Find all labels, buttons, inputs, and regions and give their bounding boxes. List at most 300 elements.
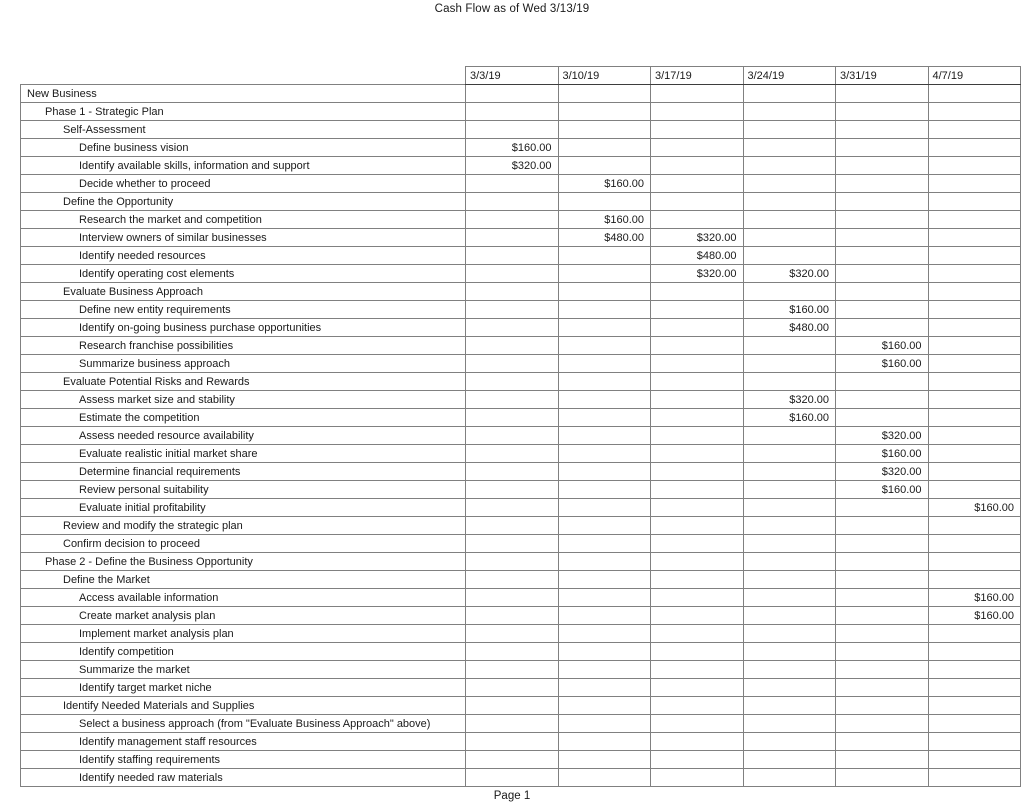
cost-cell[interactable] (836, 733, 929, 751)
table-row[interactable] (21, 769, 1021, 787)
cost-cell[interactable] (651, 103, 744, 121)
cost-cell[interactable] (651, 751, 744, 769)
cost-cell[interactable] (466, 589, 559, 607)
cost-cell[interactable]: $320.00 (651, 265, 744, 283)
task-label-cell[interactable]: Evaluate Business Approach (21, 283, 466, 301)
cost-cell[interactable]: $320.00 (743, 265, 836, 283)
cost-cell[interactable] (558, 409, 651, 427)
cost-cell[interactable] (466, 247, 559, 265)
cost-cell[interactable] (928, 715, 1021, 733)
cost-cell[interactable] (836, 247, 929, 265)
cost-cell[interactable] (836, 769, 929, 787)
cost-cell[interactable] (466, 499, 559, 517)
cost-cell[interactable] (651, 427, 744, 445)
cost-cell[interactable] (836, 535, 929, 553)
cost-cell[interactable] (928, 247, 1021, 265)
task-label-cell[interactable]: Identify operating cost elements (21, 265, 466, 283)
cost-cell[interactable] (466, 445, 559, 463)
task-label-cell[interactable]: Self-Assessment (21, 121, 466, 139)
cost-cell[interactable] (743, 499, 836, 517)
task-label-cell[interactable]: Identify available skills, information and support (21, 157, 466, 175)
cost-cell[interactable] (836, 229, 929, 247)
table-row[interactable] (21, 463, 1021, 481)
task-label-cell[interactable]: Phase 1 - Strategic Plan (21, 103, 466, 121)
cost-cell[interactable] (743, 607, 836, 625)
table-row[interactable] (21, 409, 1021, 427)
cost-cell[interactable] (651, 589, 744, 607)
task-label-cell[interactable]: Select a business approach (from "Evaluate Business Approach" above) (21, 715, 466, 733)
cost-cell[interactable] (466, 427, 559, 445)
cost-cell[interactable] (466, 679, 559, 697)
cost-cell[interactable] (928, 211, 1021, 229)
task-label-cell[interactable]: Review and modify the strategic plan (21, 517, 466, 535)
cost-cell[interactable] (466, 751, 559, 769)
cost-cell[interactable]: $160.00 (836, 355, 929, 373)
table-row[interactable] (21, 355, 1021, 373)
cost-cell[interactable] (928, 193, 1021, 211)
cost-cell[interactable] (466, 373, 559, 391)
table-row[interactable] (21, 139, 1021, 157)
cost-cell[interactable] (928, 139, 1021, 157)
cost-cell[interactable] (558, 661, 651, 679)
task-label-cell[interactable]: Estimate the competition (21, 409, 466, 427)
table-row[interactable] (21, 85, 1021, 103)
cost-cell[interactable]: $160.00 (836, 445, 929, 463)
table-row[interactable] (21, 679, 1021, 697)
cost-cell[interactable] (466, 643, 559, 661)
cost-cell[interactable] (928, 679, 1021, 697)
cost-cell[interactable] (651, 517, 744, 535)
table-row[interactable] (21, 751, 1021, 769)
cost-cell[interactable] (928, 769, 1021, 787)
cost-cell[interactable] (743, 751, 836, 769)
cost-cell[interactable] (466, 103, 559, 121)
cost-cell[interactable] (928, 409, 1021, 427)
table-row[interactable] (21, 571, 1021, 589)
cost-cell[interactable] (466, 481, 559, 499)
task-label-cell[interactable]: Define business vision (21, 139, 466, 157)
cost-cell[interactable] (743, 571, 836, 589)
cost-cell[interactable] (558, 373, 651, 391)
table-row[interactable] (21, 661, 1021, 679)
cost-cell[interactable] (651, 193, 744, 211)
cost-cell[interactable] (836, 607, 929, 625)
cost-cell[interactable] (743, 733, 836, 751)
cost-cell[interactable] (558, 499, 651, 517)
cost-cell[interactable] (651, 319, 744, 337)
cost-cell[interactable] (836, 301, 929, 319)
cost-cell[interactable] (558, 391, 651, 409)
cost-cell[interactable] (836, 643, 929, 661)
cost-cell[interactable] (558, 751, 651, 769)
task-label-cell[interactable]: Review personal suitability (21, 481, 466, 499)
cost-cell[interactable] (466, 337, 559, 355)
cost-cell[interactable] (558, 697, 651, 715)
cost-cell[interactable] (836, 517, 929, 535)
task-label-cell[interactable]: Evaluate realistic initial market share (21, 445, 466, 463)
cost-cell[interactable]: $480.00 (743, 319, 836, 337)
cost-cell[interactable] (651, 481, 744, 499)
cost-cell[interactable] (928, 427, 1021, 445)
cost-cell[interactable] (928, 283, 1021, 301)
cost-cell[interactable] (558, 769, 651, 787)
cost-cell[interactable] (651, 607, 744, 625)
cost-cell[interactable] (558, 265, 651, 283)
cost-cell[interactable] (836, 319, 929, 337)
cost-cell[interactable] (466, 121, 559, 139)
cost-cell[interactable] (558, 85, 651, 103)
cost-cell[interactable] (558, 643, 651, 661)
table-row[interactable] (21, 211, 1021, 229)
cost-cell[interactable] (558, 319, 651, 337)
table-row[interactable] (21, 499, 1021, 517)
cost-cell[interactable] (743, 535, 836, 553)
cost-cell[interactable] (651, 301, 744, 319)
cost-cell[interactable] (928, 85, 1021, 103)
table-row[interactable] (21, 265, 1021, 283)
cost-cell[interactable] (558, 193, 651, 211)
task-label-cell[interactable]: New Business (21, 85, 466, 103)
cost-cell[interactable] (743, 481, 836, 499)
cost-cell[interactable] (651, 85, 744, 103)
cost-cell[interactable] (836, 553, 929, 571)
task-label-cell[interactable]: Identify target market niche (21, 679, 466, 697)
task-label-cell[interactable]: Assess needed resource availability (21, 427, 466, 445)
cost-cell[interactable] (928, 625, 1021, 643)
cost-cell[interactable] (743, 373, 836, 391)
cost-cell[interactable] (743, 589, 836, 607)
task-label-cell[interactable]: Research the market and competition (21, 211, 466, 229)
cost-cell[interactable] (651, 409, 744, 427)
cost-cell[interactable]: $160.00 (743, 409, 836, 427)
cost-cell[interactable] (651, 463, 744, 481)
cost-cell[interactable] (928, 391, 1021, 409)
cost-cell[interactable] (743, 697, 836, 715)
cost-cell[interactable] (928, 373, 1021, 391)
cost-cell[interactable] (743, 355, 836, 373)
cost-cell[interactable] (743, 247, 836, 265)
table-row[interactable] (21, 121, 1021, 139)
cost-cell[interactable]: $320.00 (836, 463, 929, 481)
cost-cell[interactable] (651, 625, 744, 643)
cost-cell[interactable] (466, 517, 559, 535)
cost-cell[interactable] (558, 535, 651, 553)
cost-cell[interactable] (651, 211, 744, 229)
cost-cell[interactable] (466, 409, 559, 427)
cost-cell[interactable] (928, 445, 1021, 463)
cost-cell[interactable] (558, 571, 651, 589)
cost-cell[interactable] (743, 229, 836, 247)
cost-cell[interactable] (928, 733, 1021, 751)
cost-cell[interactable] (836, 409, 929, 427)
cost-cell[interactable] (836, 373, 929, 391)
cost-cell[interactable]: $160.00 (928, 499, 1021, 517)
task-label-cell[interactable]: Define the Market (21, 571, 466, 589)
cost-cell[interactable]: $160.00 (928, 607, 1021, 625)
cost-cell[interactable] (651, 571, 744, 589)
cost-cell[interactable] (466, 715, 559, 733)
task-label-cell[interactable]: Implement market analysis plan (21, 625, 466, 643)
cost-cell[interactable] (466, 355, 559, 373)
cost-cell[interactable] (836, 751, 929, 769)
cost-cell[interactable] (836, 679, 929, 697)
task-label-cell[interactable]: Identify Needed Materials and Supplies (21, 697, 466, 715)
cost-cell[interactable] (836, 85, 929, 103)
cost-cell[interactable] (558, 445, 651, 463)
cost-cell[interactable] (651, 139, 744, 157)
cost-cell[interactable]: $320.00 (466, 157, 559, 175)
cost-cell[interactable] (466, 607, 559, 625)
cost-cell[interactable] (466, 697, 559, 715)
cost-cell[interactable] (466, 553, 559, 571)
cost-cell[interactable] (651, 499, 744, 517)
cost-cell[interactable] (558, 301, 651, 319)
cost-cell[interactable] (743, 193, 836, 211)
cost-cell[interactable] (836, 175, 929, 193)
cost-cell[interactable] (928, 337, 1021, 355)
cost-cell[interactable] (743, 679, 836, 697)
task-label-cell[interactable]: Summarize the market (21, 661, 466, 679)
cost-cell[interactable] (928, 751, 1021, 769)
task-label-cell[interactable]: Identify staffing requirements (21, 751, 466, 769)
cost-cell[interactable] (651, 337, 744, 355)
task-label-cell[interactable]: Identify needed resources (21, 247, 466, 265)
cost-cell[interactable] (743, 517, 836, 535)
cost-cell[interactable] (836, 625, 929, 643)
cost-cell[interactable] (743, 103, 836, 121)
cost-cell[interactable] (928, 463, 1021, 481)
table-row[interactable] (21, 589, 1021, 607)
cost-cell[interactable] (466, 301, 559, 319)
cost-cell[interactable] (928, 697, 1021, 715)
cost-cell[interactable] (743, 445, 836, 463)
cost-cell[interactable] (558, 463, 651, 481)
cost-cell[interactable] (651, 679, 744, 697)
table-row[interactable] (21, 373, 1021, 391)
cost-cell[interactable]: $160.00 (558, 211, 651, 229)
table-row[interactable] (21, 643, 1021, 661)
cost-cell[interactable] (466, 769, 559, 787)
cost-cell[interactable]: $320.00 (651, 229, 744, 247)
table-row[interactable] (21, 229, 1021, 247)
table-row[interactable] (21, 553, 1021, 571)
table-row[interactable] (21, 247, 1021, 265)
cost-cell[interactable] (651, 553, 744, 571)
cost-cell[interactable] (836, 121, 929, 139)
cost-cell[interactable] (466, 211, 559, 229)
table-row[interactable] (21, 283, 1021, 301)
cost-cell[interactable] (558, 337, 651, 355)
table-row[interactable] (21, 427, 1021, 445)
cost-cell[interactable]: $160.00 (743, 301, 836, 319)
cost-cell[interactable] (651, 661, 744, 679)
cost-cell[interactable] (836, 589, 929, 607)
table-row[interactable] (21, 103, 1021, 121)
cost-cell[interactable] (836, 661, 929, 679)
cost-cell[interactable] (651, 445, 744, 463)
cost-cell[interactable] (651, 157, 744, 175)
cost-cell[interactable] (928, 355, 1021, 373)
table-row[interactable] (21, 391, 1021, 409)
cost-cell[interactable] (743, 211, 836, 229)
task-label-cell[interactable]: Identify management staff resources (21, 733, 466, 751)
cost-cell[interactable] (558, 427, 651, 445)
cost-cell[interactable] (928, 643, 1021, 661)
cost-cell[interactable] (558, 157, 651, 175)
cost-cell[interactable] (928, 301, 1021, 319)
cost-cell[interactable] (743, 643, 836, 661)
cost-cell[interactable] (651, 355, 744, 373)
cost-cell[interactable] (558, 103, 651, 121)
task-label-cell[interactable]: Research franchise possibilities (21, 337, 466, 355)
cost-cell[interactable] (836, 715, 929, 733)
cost-cell[interactable] (743, 157, 836, 175)
cost-cell[interactable] (743, 427, 836, 445)
task-label-cell[interactable]: Define the Opportunity (21, 193, 466, 211)
table-row[interactable] (21, 607, 1021, 625)
cost-cell[interactable] (558, 589, 651, 607)
cost-cell[interactable] (836, 697, 929, 715)
table-row[interactable] (21, 193, 1021, 211)
cost-cell[interactable] (836, 193, 929, 211)
cost-cell[interactable]: $480.00 (651, 247, 744, 265)
task-label-cell[interactable]: Identify competition (21, 643, 466, 661)
cost-cell[interactable] (558, 247, 651, 265)
cost-cell[interactable] (743, 175, 836, 193)
cost-cell[interactable] (466, 571, 559, 589)
cost-cell[interactable] (836, 499, 929, 517)
cost-cell[interactable] (466, 229, 559, 247)
table-row[interactable] (21, 445, 1021, 463)
cost-cell[interactable]: $160.00 (558, 175, 651, 193)
cost-cell[interactable]: $160.00 (836, 481, 929, 499)
task-label-cell[interactable]: Evaluate initial profitability (21, 499, 466, 517)
cost-cell[interactable] (651, 643, 744, 661)
cost-cell[interactable] (558, 607, 651, 625)
task-label-cell[interactable]: Summarize business approach (21, 355, 466, 373)
task-label-cell[interactable]: Create market analysis plan (21, 607, 466, 625)
cost-cell[interactable] (836, 157, 929, 175)
cost-cell[interactable] (836, 103, 929, 121)
table-row[interactable] (21, 157, 1021, 175)
cost-cell[interactable] (651, 769, 744, 787)
cost-cell[interactable]: $320.00 (836, 427, 929, 445)
table-row[interactable] (21, 175, 1021, 193)
cost-cell[interactable] (466, 661, 559, 679)
cost-cell[interactable] (466, 175, 559, 193)
cost-cell[interactable] (928, 265, 1021, 283)
cost-cell[interactable]: $480.00 (558, 229, 651, 247)
table-row[interactable] (21, 535, 1021, 553)
cost-cell[interactable] (466, 319, 559, 337)
cost-cell[interactable] (466, 625, 559, 643)
cost-cell[interactable] (743, 283, 836, 301)
cost-cell[interactable] (651, 715, 744, 733)
table-row[interactable] (21, 301, 1021, 319)
cost-cell[interactable] (558, 715, 651, 733)
cost-cell[interactable] (743, 337, 836, 355)
cost-cell[interactable] (466, 463, 559, 481)
cost-cell[interactable] (836, 139, 929, 157)
table-row[interactable] (21, 481, 1021, 499)
cost-cell[interactable] (743, 463, 836, 481)
table-row[interactable] (21, 337, 1021, 355)
table-row[interactable] (21, 517, 1021, 535)
cost-cell[interactable] (928, 661, 1021, 679)
table-row[interactable] (21, 319, 1021, 337)
table-row[interactable] (21, 697, 1021, 715)
cost-cell[interactable] (558, 481, 651, 499)
task-label-cell[interactable]: Phase 2 - Define the Business Opportunity (21, 553, 466, 571)
task-label-cell[interactable]: Access available information (21, 589, 466, 607)
cost-cell[interactable]: $160.00 (928, 589, 1021, 607)
table-row[interactable] (21, 625, 1021, 643)
cost-cell[interactable] (651, 733, 744, 751)
cost-cell[interactable]: $160.00 (466, 139, 559, 157)
cost-cell[interactable] (558, 679, 651, 697)
cost-cell[interactable] (928, 319, 1021, 337)
cost-cell[interactable] (743, 85, 836, 103)
cost-cell[interactable] (928, 481, 1021, 499)
cost-cell[interactable] (928, 175, 1021, 193)
cost-cell[interactable] (928, 103, 1021, 121)
cost-cell[interactable] (651, 535, 744, 553)
cost-cell[interactable] (836, 571, 929, 589)
cost-cell[interactable] (836, 283, 929, 301)
table-row[interactable] (21, 733, 1021, 751)
cost-cell[interactable] (466, 85, 559, 103)
cost-cell[interactable] (651, 175, 744, 193)
cost-cell[interactable] (743, 553, 836, 571)
task-label-cell[interactable]: Evaluate Potential Risks and Rewards (21, 373, 466, 391)
cost-cell[interactable] (466, 283, 559, 301)
cost-cell[interactable] (928, 571, 1021, 589)
cost-cell[interactable] (558, 139, 651, 157)
cost-cell[interactable] (466, 733, 559, 751)
cost-cell[interactable] (558, 517, 651, 535)
task-label-cell[interactable]: Identify needed raw materials (21, 769, 466, 787)
cost-cell[interactable] (928, 517, 1021, 535)
task-label-cell[interactable]: Interview owners of similar businesses (21, 229, 466, 247)
task-label-cell[interactable]: Decide whether to proceed (21, 175, 466, 193)
cost-cell[interactable] (558, 283, 651, 301)
cost-cell[interactable] (651, 373, 744, 391)
cost-cell[interactable] (836, 391, 929, 409)
cost-cell[interactable] (743, 139, 836, 157)
task-label-cell[interactable]: Assess market size and stability (21, 391, 466, 409)
cost-cell[interactable] (836, 211, 929, 229)
task-label-cell[interactable]: Identify on-going business purchase opportunities (21, 319, 466, 337)
cost-cell[interactable] (466, 535, 559, 553)
cost-cell[interactable] (651, 697, 744, 715)
cost-cell[interactable] (466, 265, 559, 283)
cost-cell[interactable]: $320.00 (743, 391, 836, 409)
cost-cell[interactable] (466, 391, 559, 409)
task-label-cell[interactable]: Define new entity requirements (21, 301, 466, 319)
cost-cell[interactable] (928, 553, 1021, 571)
cost-cell[interactable] (928, 121, 1021, 139)
cost-cell[interactable] (743, 715, 836, 733)
cost-cell[interactable] (466, 193, 559, 211)
cost-cell[interactable] (651, 283, 744, 301)
cost-cell[interactable] (558, 625, 651, 643)
cost-cell[interactable] (928, 229, 1021, 247)
cost-cell[interactable] (558, 733, 651, 751)
cost-cell[interactable] (651, 391, 744, 409)
cost-cell[interactable]: $160.00 (836, 337, 929, 355)
cost-cell[interactable] (743, 661, 836, 679)
cost-cell[interactable] (558, 553, 651, 571)
